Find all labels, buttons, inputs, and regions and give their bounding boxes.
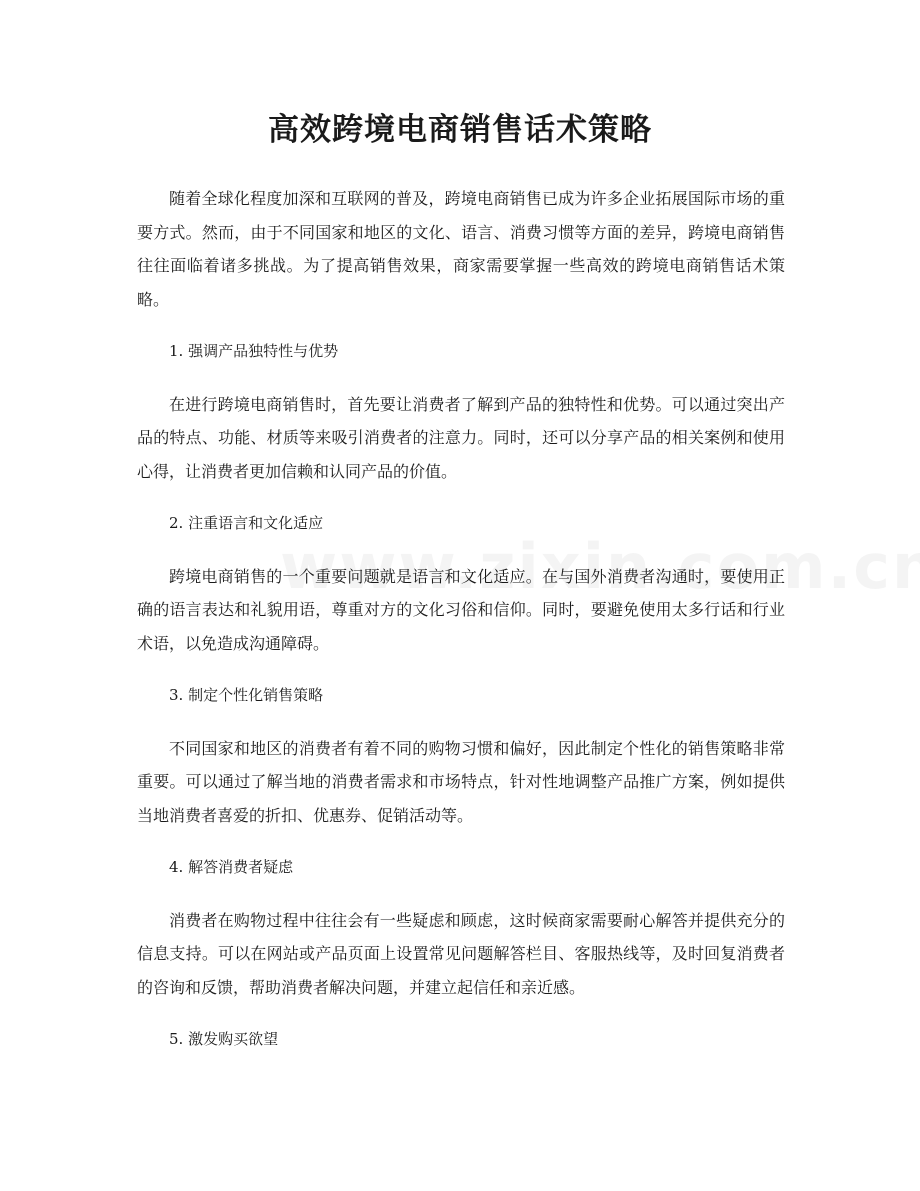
- section-heading-4: 4. 解答消费者疑虑: [169, 858, 294, 876]
- section-body-1: 在进行跨境电商销售时，首先要让消费者了解到产品的独特性和优势。可以通过突出产品的特点、功能、材质等来吸引消费者的注意力。同时，还可以分享产品的相关案例和使用心得，让消费者更加信赖和认同产品的价值。: [137, 394, 785, 481]
- intro-paragraph: 随着全球化程度加深和互联网的普及，跨境电商销售已成为许多企业拓展国际市场的重要方式。然而，由于不同国家和地区的文化、语言、消费习惯等方面的差异，跨境电商销售往往面临着诸多挑战。为了提高销售效果，商家需要掌握一些高效的跨境电商销售话术策略。: [137, 189, 785, 309]
- section-heading-5: 5. 激发购买欲望: [169, 1030, 279, 1048]
- section-body-2: 跨境电商销售的一个重要问题就是语言和文化适应。在与国外消费者沟通时，要使用正确的语言表达和礼貌用语，尊重对方的文化习俗和信仰。同时，要避免使用太多行话和行业术语，以免造成沟通障碍。: [137, 566, 785, 653]
- document-body: [137, 182, 785, 1076]
- section-heading-2: 2. 注重语言和文化适应: [169, 514, 324, 532]
- section-body-4: 消费者在购物过程中往往会有一些疑虑和顾虑，这时候商家需要耐心解答并提供充分的信息支持。可以在网站或产品页面上设置常见问题解答栏目、客服热线等，及时回复消费者的咨询和反馈，帮助消费者解决问题，并建立起信任和亲近感。: [137, 910, 785, 997]
- page-title: 高效跨境电商销售话术策略: [268, 112, 652, 148]
- section-heading-1: 1. 强调产品独特性与优势: [169, 342, 339, 360]
- section-heading-3: 3. 制定个性化销售策略: [169, 686, 324, 704]
- section-body-3: 不同国家和地区的消费者有着不同的购物习惯和偏好，因此制定个性化的销售策略非常重要。可以通过了解当地的消费者需求和市场特点，针对性地调整产品推广方案，例如提供当地消费者喜爱的折扣、优惠券、促销活动等。: [137, 738, 785, 825]
